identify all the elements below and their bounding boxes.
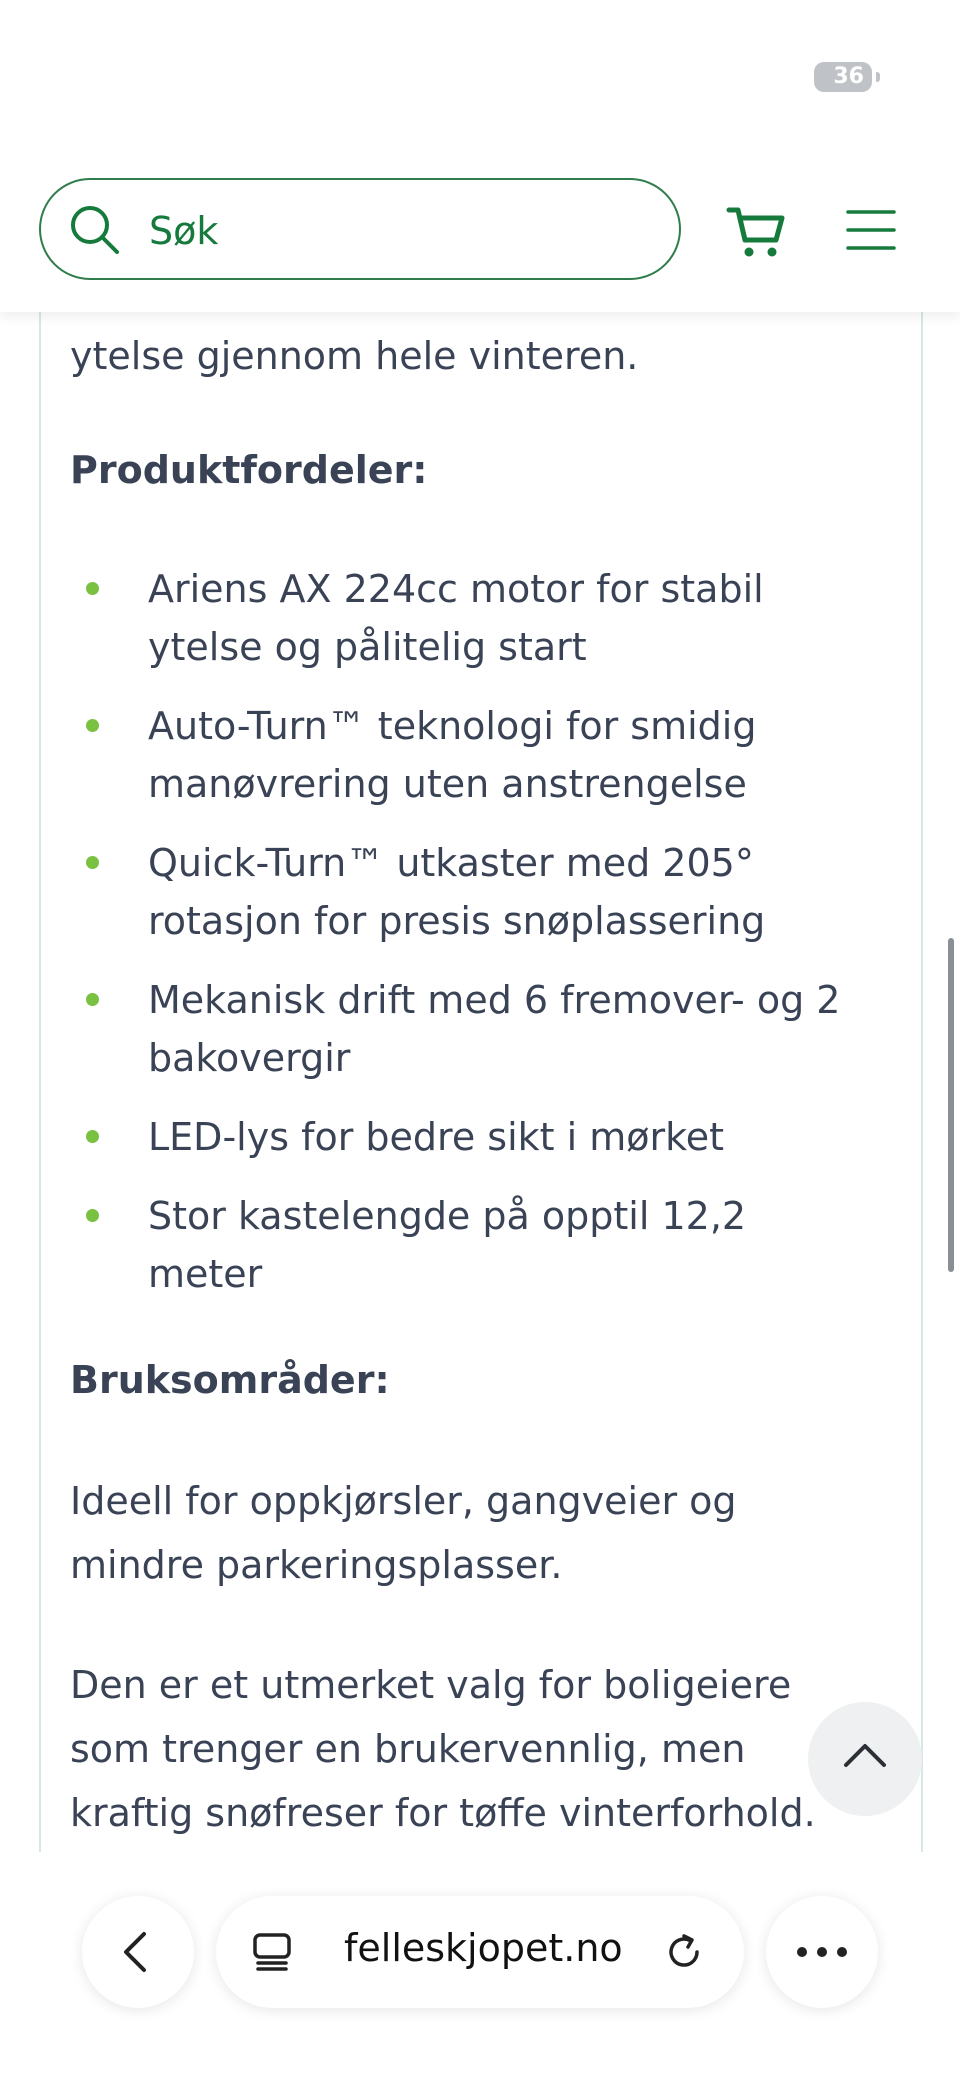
site-header [0,160,960,312]
back-to-top-button[interactable] [808,1702,922,1816]
list-item-line: Mekanisk drift med 6 fremover- og 2 [148,978,841,1022]
closing-line: som trenger en brukervennlig, men [70,1727,746,1771]
usage-heading: Bruksområder: [70,1358,390,1402]
chevron-left-icon [120,1930,150,1974]
menu-icon[interactable] [846,206,896,254]
list-item-line: Auto-Turn™ teknologi for smidig [148,704,757,748]
browser-toolbar [0,1852,960,2087]
list-item-line: rotasjon for presis snøplassering [148,899,766,943]
search-box[interactable] [39,178,681,280]
list-item-line: bakovergir [148,1036,351,1080]
benefits-heading: Produktfordeler: [70,448,428,492]
bullet-dot [86,582,99,595]
more-options-button[interactable] [766,1896,878,2008]
list-item-line: LED-lys for bedre sikt i mørket [148,1115,725,1159]
reload-icon[interactable] [664,1932,704,1972]
chevron-up-icon [843,1740,887,1768]
browser-back-button[interactable] [82,1896,194,2008]
bullet-dot [86,719,99,732]
intro-text-tail: ytelse gjennom hele vinteren. [70,334,639,378]
bullet-dot [86,993,99,1006]
status-bar [0,0,960,160]
cart-icon[interactable] [726,204,786,260]
battery-indicator: 36 [814,62,872,92]
usage-line: mindre parkeringsplasser. [70,1543,563,1587]
list-item-line: Quick-Turn™ utkaster med 205° [148,841,754,885]
closing-line: Den er et utmerket valg for boligeiere [70,1663,792,1707]
usage-line: Ideell for oppkjørsler, gangveier og [70,1479,737,1523]
search-input[interactable] [147,204,651,258]
list-item-line: Stor kastelengde på opptil 12,2 [148,1194,747,1238]
list-item-line: ytelse og pålitelig start [148,625,587,669]
more-icon [796,1946,848,1958]
address-bar[interactable] [216,1896,744,2008]
closing-line: kraftig snøfreser for tøffe vinterforhold. [70,1791,816,1835]
tab-overview-icon [252,1932,292,1972]
page-scrollbar[interactable] [948,938,954,1272]
bullet-dot [86,1130,99,1143]
list-item-line: Ariens AX 224cc motor for stabil [148,567,764,611]
list-item-line: meter [148,1252,263,1296]
address-bar-url: felleskjopet.no [344,1926,623,1970]
bullet-dot [86,856,99,869]
search-icon [67,202,123,258]
list-item-line: manøvrering uten anstrengelse [148,762,747,806]
bullet-dot [86,1209,99,1222]
